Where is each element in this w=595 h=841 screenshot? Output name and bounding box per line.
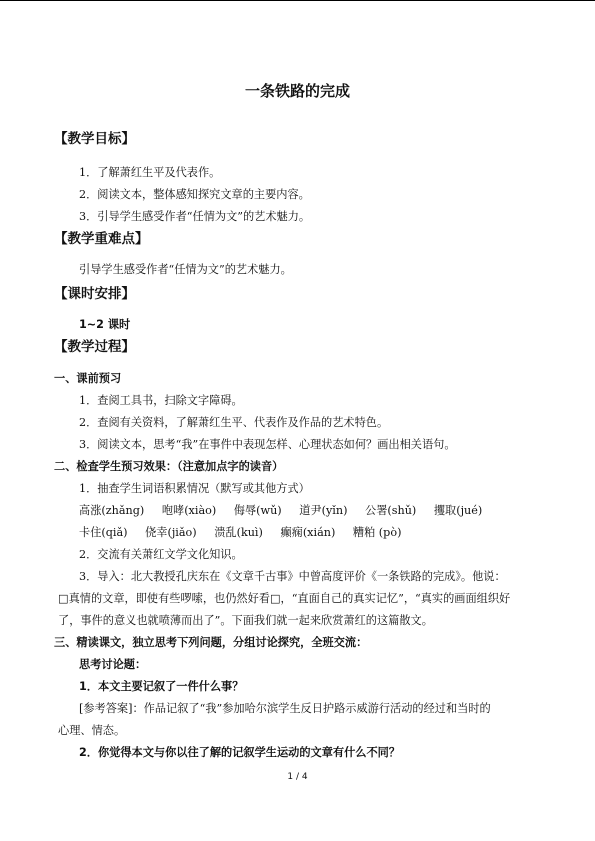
goals-heading: 【教学目标】 — [54, 131, 135, 147]
part3-heading: 三、精读课文，独立思考下列问题，分组讨论探究，全班交流： — [54, 636, 368, 649]
top-rule — [0, 0, 595, 1]
word-item: 糟粕 (pò) — [352, 526, 402, 539]
part1-item: 2．查阅有关资料，了解萧红生平、代表作及作品的艺术特色。 — [79, 416, 389, 429]
key-text: 引导学生感受作者“任情为文”的艺术魅力。 — [79, 263, 292, 276]
part1-heading: 一、课前预习 — [54, 372, 122, 385]
part2-item: 3．导入：北大教授孔庆东在《文章千古事》中曾高度评价《一条铁路的完成》。他说： — [79, 570, 506, 583]
word-item: 侥幸(jiǎo) — [145, 526, 197, 539]
process-heading: 【教学过程】 — [54, 339, 135, 355]
part1-item: 1．查阅工具书，扫除文字障碍。 — [79, 394, 243, 407]
discussion-label: 思考讨论题： — [79, 658, 147, 671]
key-heading: 【教学重难点】 — [54, 231, 149, 247]
answer-line: [参考答案]：作品记叙了“我”参加哈尔滨学生反日护路示威游行活动的经过和当时的 — [79, 702, 491, 715]
part2-item: 1．抽查学生词语积累情况（默写或其他方式） — [79, 482, 310, 495]
paragraph-line: 了，事件的意义也就喷薄而出了”。下面我们就一起来欣赏萧红的这篇散文。 — [58, 614, 433, 627]
word-list-row — [79, 526, 415, 540]
answer-line: 心理、情态。 — [58, 724, 126, 737]
goal-item: 3．引导学生感受作者“任情为文”的艺术魅力。 — [79, 210, 311, 223]
word-item: 癫痫(xián) — [280, 526, 336, 539]
word-item: 咆哮(xiào) — [161, 504, 217, 517]
goal-item: 2．阅读文本，整体感知探究文章的主要内容。 — [79, 188, 310, 201]
goal-item: 1．了解萧红生平及代表作。 — [79, 166, 221, 179]
word-item: 高涨(zhǎng) — [79, 504, 145, 517]
paragraph-line: □真情的文章，即使有些啰嗦，也仍然好看□，“直面自己的真实记忆”，“真实的画面组织好 — [58, 592, 511, 605]
question-2: 2．你觉得本文与你以往了解的记叙学生运动的文章有什么不同？ — [79, 746, 401, 759]
part2-heading: 二、检查学生预习效果：（注意加点字的读音） — [54, 460, 284, 473]
word-item: 卡住(qiǎ) — [79, 526, 128, 539]
word-item: 公署(shǔ) — [365, 504, 417, 517]
time-heading: 【课时安排】 — [54, 286, 135, 302]
word-item: 侮辱(wǔ) — [233, 504, 282, 517]
word-item: 道尹(yǐn) — [299, 504, 348, 517]
time-text: 1~2 课时 — [79, 318, 131, 331]
word-item: 溃乱(kuì) — [214, 526, 263, 539]
part1-item: 3．阅读文本，思考“我”在事件中表现怎样、心理状态如何？画出相关语句。 — [79, 438, 456, 451]
part2-item: 2．交流有关萧红文学文化知识。 — [79, 548, 243, 561]
word-item: 攫取(jué) — [433, 504, 483, 517]
question-1: 1．本文主要记叙了一件什么事？ — [79, 680, 244, 693]
word-list-row — [79, 504, 496, 518]
page-title: 一条铁路的完成 — [244, 82, 350, 100]
page-number: 1 / 4 — [287, 772, 308, 782]
